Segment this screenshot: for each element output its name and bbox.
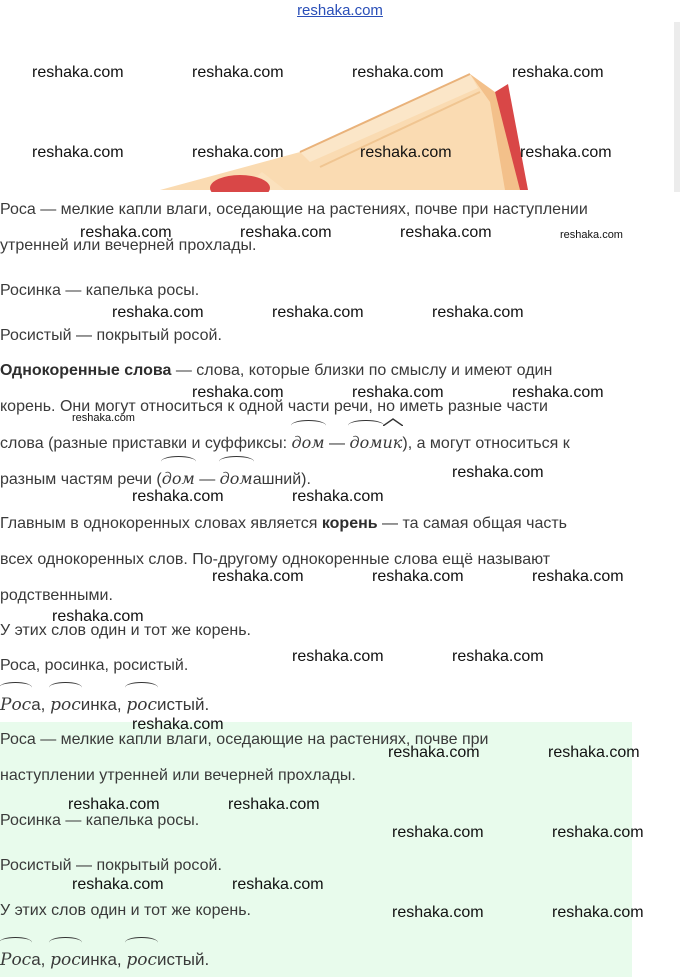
watermark: reshaka.com <box>80 224 172 241</box>
watermark: reshaka.com <box>68 796 160 813</box>
watermark: reshaka.com <box>52 608 144 625</box>
watermark: reshaka.com <box>388 744 480 761</box>
watermark: reshaka.com <box>392 824 484 841</box>
watermark: reshaka.com <box>512 64 604 81</box>
root-mark-ros-3: рос <box>126 942 157 977</box>
ending: инка, <box>80 950 127 969</box>
watermark: reshaka.com <box>352 64 444 81</box>
watermark: reshaka.com <box>452 464 544 481</box>
watermark: reshaka.com <box>360 144 452 161</box>
watermark: reshaka.com <box>240 224 332 241</box>
watermark: reshaka.com <box>520 144 612 161</box>
answer-rosa-definition-cont: наступлении утренней или вечерней прохлады. <box>0 767 356 784</box>
watermark: reshaka.com <box>560 229 623 241</box>
rosinka-definition: Росинка — капелька росы. <box>0 282 200 299</box>
root-mark-dom-3: дом <box>162 461 195 497</box>
main-text: Главным в однокоренных словах является <box>0 515 322 532</box>
watermark: reshaka.com <box>32 64 124 81</box>
root-mark-ros-2: рос <box>50 942 81 977</box>
watermark: reshaka.com <box>352 384 444 401</box>
site-link[interactable]: reshaka.com <box>297 2 383 19</box>
root-mark-dom-2: дом <box>349 425 382 461</box>
watermark: reshaka.com <box>212 568 304 585</box>
main-line-3: родственными. <box>0 587 113 604</box>
watermark: reshaka.com <box>292 648 384 665</box>
watermark: reshaka.com <box>132 488 224 505</box>
watermark: reshaka.com <box>552 824 644 841</box>
answer-same-root: У этих слов один и тот же корень. <box>0 902 251 919</box>
rosa-definition: Роса — мелкие капли влаги, оседающие на растениях, почве при наступлении <box>0 201 588 218</box>
main-text-b: — та самая общая часть <box>377 515 568 532</box>
watermark: reshaka.com <box>72 412 135 424</box>
answer-roots-example <box>0 942 209 977</box>
root-mark-ros-1: Рос <box>0 687 31 723</box>
watermark: reshaka.com <box>272 304 364 321</box>
root-mark-dom-4: дом <box>220 461 253 497</box>
rosisty-definition: Росистый — покрытый росой. <box>0 327 222 344</box>
ending: истый. <box>157 695 210 714</box>
watermark: reshaka.com <box>532 568 624 585</box>
root-mark-ros-2: рос <box>50 687 81 723</box>
suffix-mark-ik <box>383 425 403 461</box>
watermark: reshaka.com <box>192 384 284 401</box>
words-list: Роса, росинка, росистый. <box>0 657 189 674</box>
watermark: reshaka.com <box>32 144 124 161</box>
dash: — <box>324 435 350 452</box>
answer-rosa-definition: Роса — мелкие капли влаги, оседающие на растениях, почве при <box>0 731 489 748</box>
root-mark-ros-3: рос <box>126 687 157 723</box>
watermark: reshaka.com <box>112 304 204 321</box>
watermark: reshaka.com <box>132 716 224 733</box>
suffix-caret-icon <box>383 418 403 426</box>
watermark: reshaka.com <box>72 876 164 893</box>
answer-rosinka: Росинка — капелька росы. <box>0 812 200 829</box>
definition-line-3 <box>0 425 570 462</box>
rosa-definition-cont: утренней или вечерней прохлады. <box>0 237 257 254</box>
answer-rosisty: Росистый — покрытый росой. <box>0 857 222 874</box>
root-mark-ros-1: Рос <box>0 942 31 977</box>
watermark: reshaka.com <box>192 144 284 161</box>
def-text: слова (разные приставки и суффиксы: <box>0 435 292 452</box>
watermark: reshaka.com <box>232 876 324 893</box>
watermark: reshaka.com <box>392 904 484 921</box>
root-mark-dom: дом <box>292 425 325 461</box>
ending: инка, <box>80 695 127 714</box>
main-line-1 <box>0 506 567 542</box>
term-bold: Однокоренные слова <box>0 362 172 379</box>
watermark: reshaka.com <box>552 904 644 921</box>
watermark: reshaka.com <box>452 648 544 665</box>
pencil-illustration <box>0 22 680 192</box>
watermark: reshaka.com <box>372 568 464 585</box>
def-text-b: ), а могут относиться к <box>402 435 570 452</box>
dash: — <box>194 471 220 488</box>
ending: истый. <box>157 950 210 969</box>
term-bold-root: корень <box>321 515 378 532</box>
scroll-edge <box>674 22 680 192</box>
watermark: reshaka.com <box>228 796 320 813</box>
ending: а, <box>31 950 51 969</box>
watermark: reshaka.com <box>548 744 640 761</box>
main-line-2: всех однокоренных слов. По-другому однокоренные слова ещё называют <box>0 551 551 568</box>
same-root-line: У этих слов один и тот же корень. <box>0 622 251 639</box>
watermark: reshaka.com <box>292 488 384 505</box>
definition-text: — слова, которые близки по смыслу и имеют один <box>171 362 553 379</box>
def-text: разным частям речи ( <box>0 471 162 488</box>
word-rest: ашний). <box>252 471 311 488</box>
watermark: reshaka.com <box>432 304 524 321</box>
definition-line-2: корень. Они могут относиться к одной части речи, но иметь разные части <box>0 398 548 415</box>
ending: а, <box>31 695 51 714</box>
suffix-text: ик <box>382 433 403 452</box>
watermark: reshaka.com <box>512 384 604 401</box>
watermark: reshaka.com <box>192 64 284 81</box>
watermark: reshaka.com <box>400 224 492 241</box>
